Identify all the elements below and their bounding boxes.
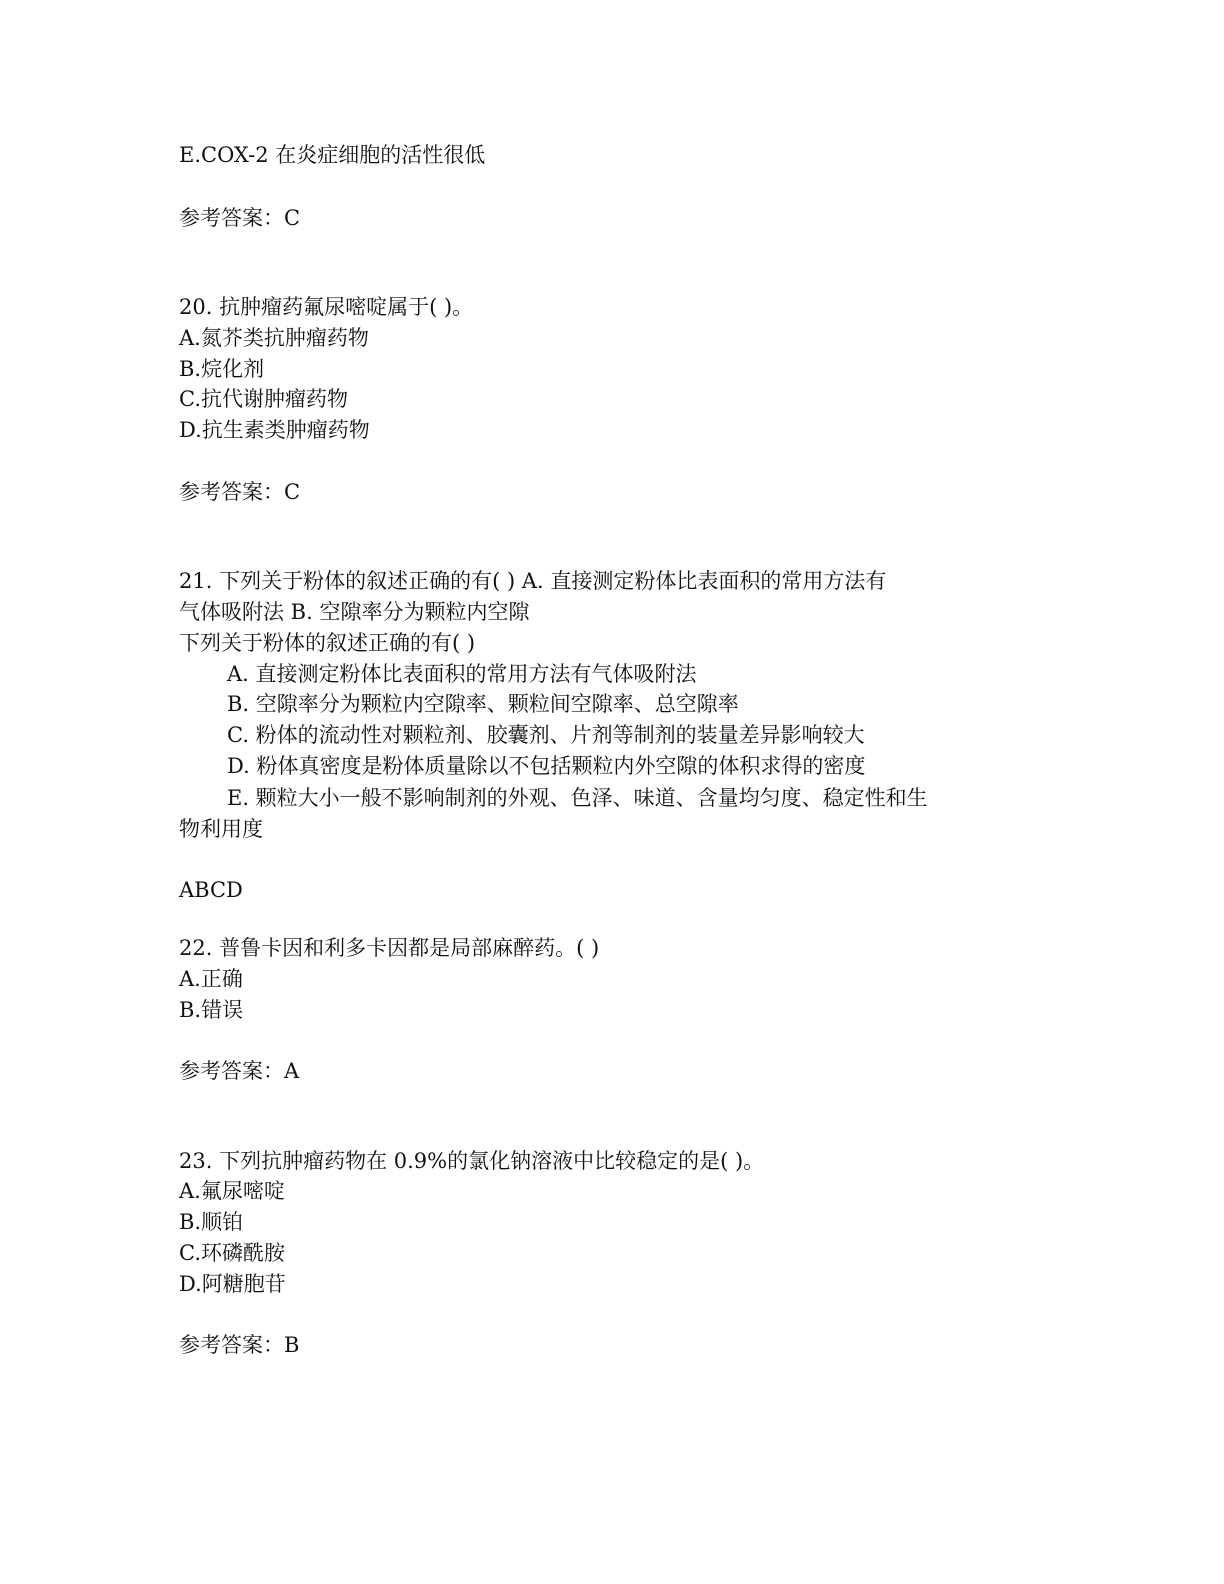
q21-option-c: C. 粉体的流动性对颗粒剂、胶囊剂、片剂等制剂的装量差异影响较大 [227,723,865,747]
q22-option-b: B.错误 [179,998,244,1022]
q22-stem: 22. 普鲁卡因和利多卡因都是局部麻醉药。( ) [179,936,600,960]
q21-restate: 下列关于粉体的叙述正确的有( ) [179,631,476,655]
q20-option-a: A.氮芥类抗肿瘤药物 [179,326,369,350]
q21-option-b: B. 空隙率分为颗粒内空隙率、颗粒间空隙率、总空隙率 [227,692,739,716]
q21-option-e: E. 颗粒大小一般不影响制剂的外观、色泽、味道、含量均匀度、稳定性和生 [227,786,928,810]
option-e-prev: E.COX-2 在炎症细胞的活性很低 [179,143,486,167]
q20-option-d: D.抗生素类肿瘤药物 [179,418,370,442]
q23-option-c: C.环磷酰胺 [179,1241,285,1265]
q21-option-e-cont: 物利用度 [179,817,263,841]
q22-answer: 参考答案：A [179,1059,300,1083]
q21-option-d: D. 粉体真密度是粉体质量除以不包括颗粒内外空隙的体积求得的密度 [227,754,866,778]
q20-option-c: C.抗代谢肿瘤药物 [179,387,348,411]
q20-option-b: B.烷化剂 [179,357,265,381]
q21-stem-line2: 气体吸附法 B. 空隙率分为颗粒内空隙 [179,600,530,624]
q21-stem-line1: 21. 下列关于粉体的叙述正确的有( ) A. 直接测定粉体比表面积的常用方法有 [179,569,887,593]
q23-option-b: B.顺铂 [179,1210,244,1234]
q21-option-a: A. 直接测定粉体比表面积的常用方法有气体吸附法 [227,662,697,686]
answer-prev: 参考答案：C [179,206,301,230]
q20-answer: 参考答案：C [179,480,301,504]
q23-stem: 23. 下列抗肿瘤药物在 0.9%的氯化钠溶液中比较稳定的是( )。 [179,1149,765,1173]
q21-answer: ABCD [179,878,243,902]
q20-stem: 20. 抗肿瘤药氟尿嘧啶属于( )。 [179,295,474,319]
q23-answer: 参考答案：B [179,1333,300,1357]
q22-option-a: A.正确 [179,967,243,991]
q23-option-d: D.阿糖胞苷 [179,1272,286,1296]
q23-option-a: A.氟尿嘧啶 [179,1179,285,1203]
